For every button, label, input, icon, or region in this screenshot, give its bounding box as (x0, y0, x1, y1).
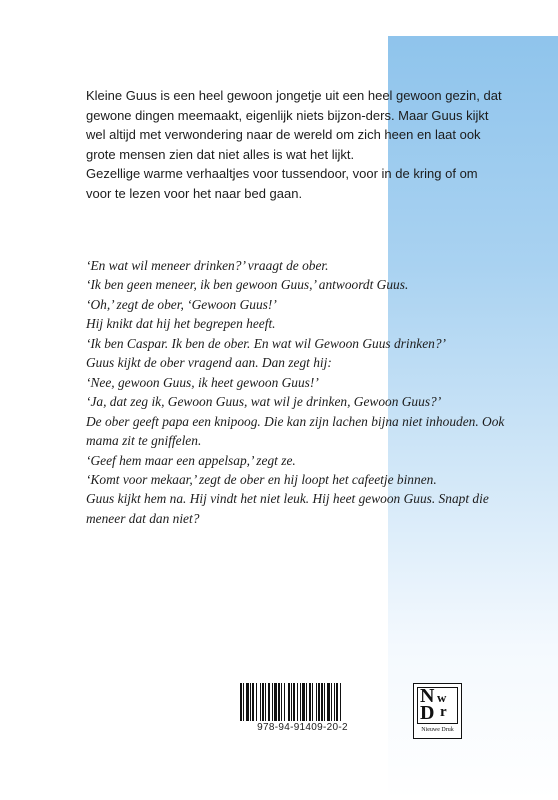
excerpt-line: ‘En wat wil meneer drinken?’ vraagt de ober. (86, 258, 329, 273)
excerpt-line: ‘Oh,’ zegt de ober, ‘Gewoon Guus!’ (86, 296, 277, 312)
excerpt-line: Hij knikt dat hij het begrepen heeft. (86, 316, 276, 332)
publisher-logo (413, 683, 462, 739)
blurb-paragraph-2: Gezellige warme verhaaltjes voor tussendoor, voor in de kring of om voor te lezen voor het naar bed gaan. (86, 166, 478, 201)
excerpt-line: ‘Ik ben geen meneer, ik ben gewoon Guus,’ antwoordt Guus. (86, 277, 409, 293)
isbn-barcode (238, 683, 367, 739)
logo-letter: D (420, 702, 435, 724)
isbn-number: 978-94-91409-20-2 (257, 722, 348, 733)
publisher-name: Nieuwe Druk (421, 727, 454, 733)
story-excerpt (86, 256, 506, 528)
excerpt-line: ‘Geef hem maar een appelsap,’ zegt ze. (86, 452, 296, 468)
excerpt-line: Guus kijkt hem na. Hij vindt het niet leuk. Hij heet gewoon Guus. Snapt die meneer dat dan niet? (86, 491, 489, 526)
excerpt-line: ‘Ik ben Caspar. Ik ben de ober. En wat wil Gewoon Guus drinken?’ (86, 335, 447, 351)
excerpt-line: ‘Ja, dat zeg ik, Gewoon Guus, wat wil je drinken, Gewoon Guus?’ (86, 394, 442, 410)
excerpt-line: ‘Komt voor mekaar,’ zegt de ober en hij loopt het cafeetje binnen. (86, 471, 437, 487)
logo-letter: w (437, 690, 447, 705)
barcode-bars-icon (238, 683, 367, 721)
blurb-paragraph-1: Kleine Guus is een heel gewoon jongetje uit een heel gewoon gezin, dat gewone dingen meemaakt, eigenlijk niets bijzon-ders. Maar Guus kijkt wel altijd met verwondering naar de wereld om zich heen en laat ook grote mensen zien dat niet alles is wat het lijkt. (86, 88, 502, 162)
book-blurb (86, 86, 506, 204)
excerpt-line: ‘Nee, gewoon Guus, ik heet gewoon Guus!’ (86, 374, 319, 390)
excerpt-line: De ober geeft papa een knipoog. Die kan zijn lachen bijna niet inhouden. Ook mama zit te gniffelen. (86, 413, 505, 449)
logo-letter: r (440, 704, 447, 720)
logo-letter: N (420, 685, 435, 707)
excerpt-line: Guus kijkt de ober vragend aan. Dan zegt hij: (86, 355, 332, 371)
publisher-monogram (417, 687, 458, 724)
